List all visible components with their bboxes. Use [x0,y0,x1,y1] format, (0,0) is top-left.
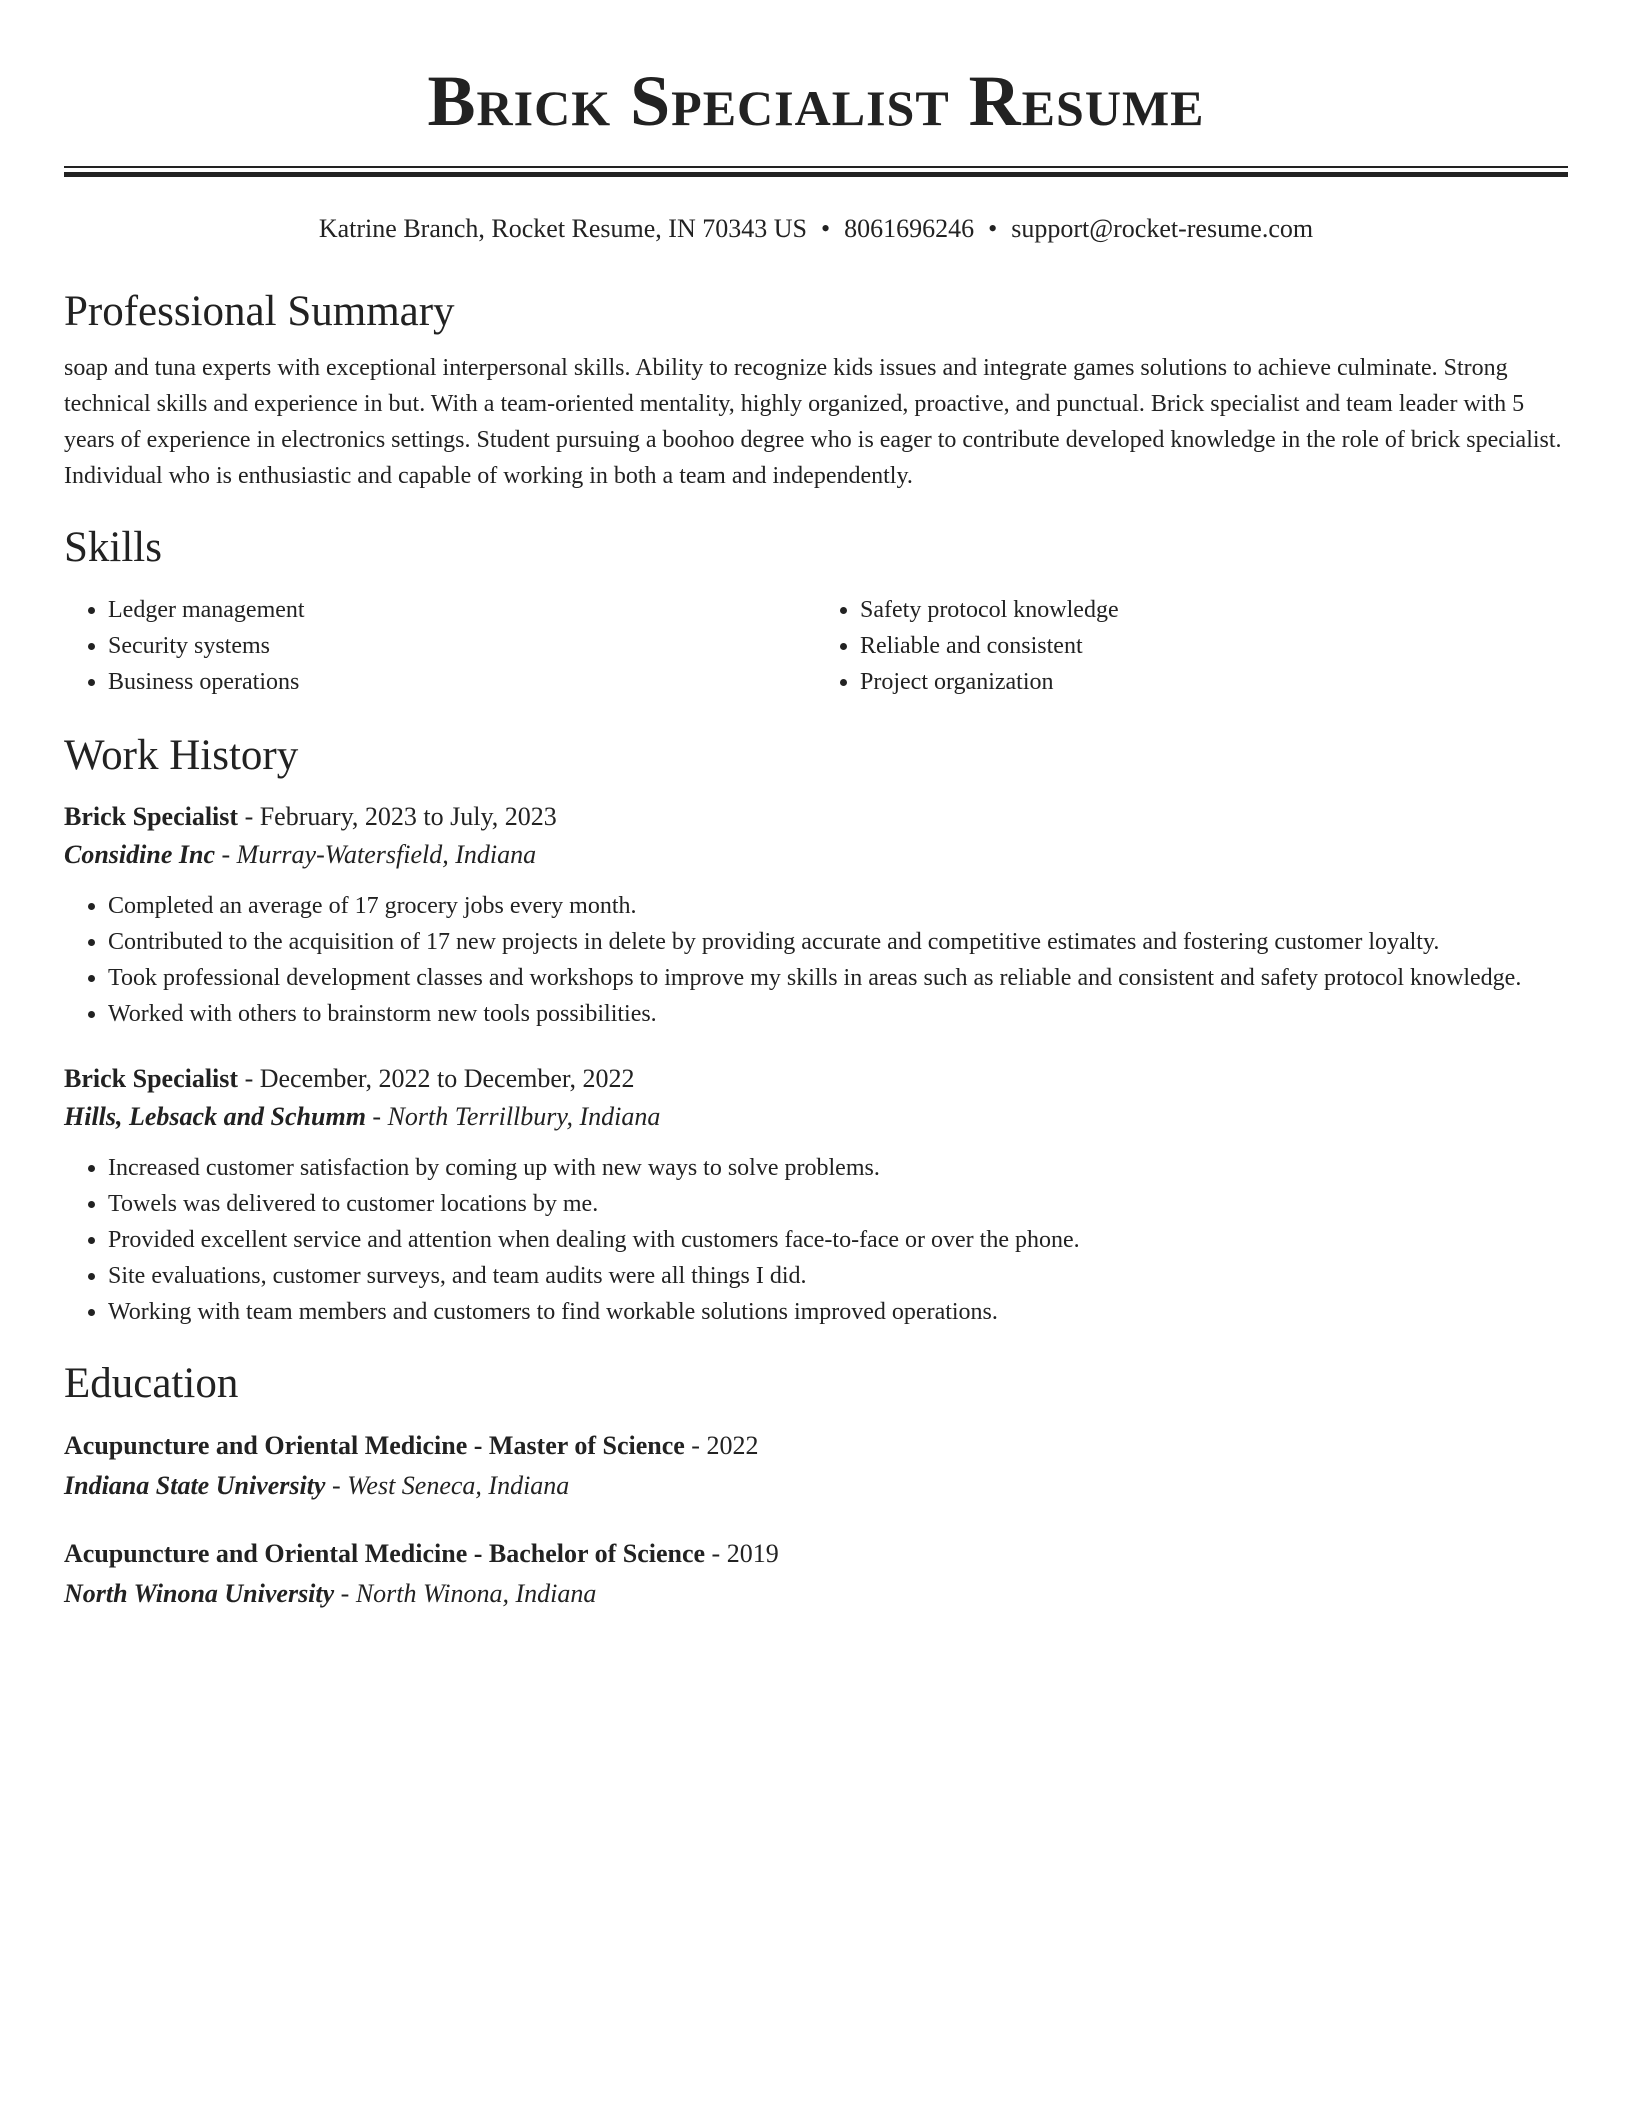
education-degree: Acupuncture and Oriental Medicine - Master of Science [64,1431,685,1460]
summary-text: soap and tuna experts with exceptional interpersonal skills. Ability to recognize kids issues and integrate games solutions to achieve culminate. Strong technical skills and experience in but. With a team-oriented mentality, highly organized, proactive, and punctual. Brick specialist and team leader with 5 years of experience in electronics settings. Student pursuing a boohoo degree who is eager to contribute developed knowledge in the role of brick specialist. Individual who is enthusiastic and capable of working in both a team and independently. [64,355,1562,489]
education-school: Indiana State University [64,1471,326,1500]
contact-separator: • [820,214,831,243]
skill-item: • Project organization [860,664,1568,700]
professional-summary-section [64,286,1568,494]
skill-item: • Ledger management [108,592,816,628]
duty-item: • Provided excellent service and attention when dealing with customers face-to-face or over the phone. [108,1222,1568,1258]
education-school: North Winona University [64,1579,335,1608]
education-entry [64,1426,1568,1506]
section-heading-summary: Professional Summary [64,288,455,335]
job-header [64,1060,1568,1098]
education-location: - North Winona, Indiana [334,1579,597,1608]
resume-title: Brick Specialist Resume [427,61,1205,141]
job-location: - North Terrillbury, Indiana [365,1102,661,1131]
education-institution [64,1466,1568,1506]
resume-page [64,0,1568,1614]
duty-item: • Took professional development classes and workshops to improve my skills in areas such as reliable and consistent and safety protocol knowledge. [108,960,1568,996]
contact-address: Katrine Branch, Rocket Resume, IN 70343 US [318,214,807,243]
contact-phone: 8061696246 [844,214,975,243]
education-entry [64,1534,1568,1614]
section-heading-work: Work History [64,732,299,779]
education-degree: Acupuncture and Oriental Medicine - Bachelor of Science [64,1539,706,1568]
job-location: - Murray-Watersfield, Indiana [215,840,537,869]
skill-item: • Security systems [108,628,816,664]
duty-item: • Worked with others to brainstorm new tools possibilities. [108,996,1568,1032]
education-year: - 2019 [705,1539,779,1568]
job-entry [64,798,1568,1032]
education-section [64,1358,1568,1614]
skill-item: • Safety protocol knowledge [860,592,1568,628]
section-heading-skills: Skills [64,524,162,571]
skills-list-left [64,592,816,700]
contact-line [64,212,1568,246]
job-company: Considine Inc [64,840,215,869]
job-header [64,798,1568,836]
job-duties-list [64,1150,1568,1330]
duty-item: • Towels was delivered to customer locations by me. [108,1186,1568,1222]
skill-item: • Business operations [108,664,816,700]
job-employer [64,836,1568,874]
skills-columns [64,592,1568,700]
skills-list-right [816,592,1568,700]
duty-item: • Site evaluations, customer surveys, and team audits were all things I did. [108,1258,1568,1294]
contact-email: support@rocket-resume.com [1011,214,1314,243]
contact-separator: • [988,214,998,243]
education-header [64,1534,1568,1574]
skill-item: • Reliable and consistent [860,628,1568,664]
section-heading-education: Education [64,1360,239,1407]
job-duties-list [64,888,1568,1032]
job-dates: - February, 2023 to July, 2023 [238,802,557,831]
skills-section [64,522,1568,700]
duty-item: • Increased customer satisfaction by coming up with new ways to solve problems. [108,1150,1568,1186]
job-title: Brick Specialist [64,1064,239,1093]
work-history-section [64,730,1568,1330]
job-dates: - December, 2022 to December, 2022 [238,1064,635,1093]
duty-item: • Completed an average of 17 grocery jobs every month. [108,888,1568,924]
education-location: - West Seneca, Indiana [325,1471,570,1500]
job-title: Brick Specialist [64,802,239,831]
job-employer [64,1098,1568,1136]
job-entry [64,1060,1568,1330]
title-divider [64,166,1568,177]
education-institution [64,1574,1568,1614]
duty-item: • Contributed to the acquisition of 17 new projects in delete by providing accurate and competitive estimates and fostering customer loyalty. [108,924,1568,960]
duty-item: • Working with team members and customers to find workable solutions improved operations. [108,1294,1568,1330]
education-header [64,1426,1568,1466]
job-company: Hills, Lebsack and Schumm [64,1102,366,1131]
education-year: - 2022 [684,1431,759,1460]
